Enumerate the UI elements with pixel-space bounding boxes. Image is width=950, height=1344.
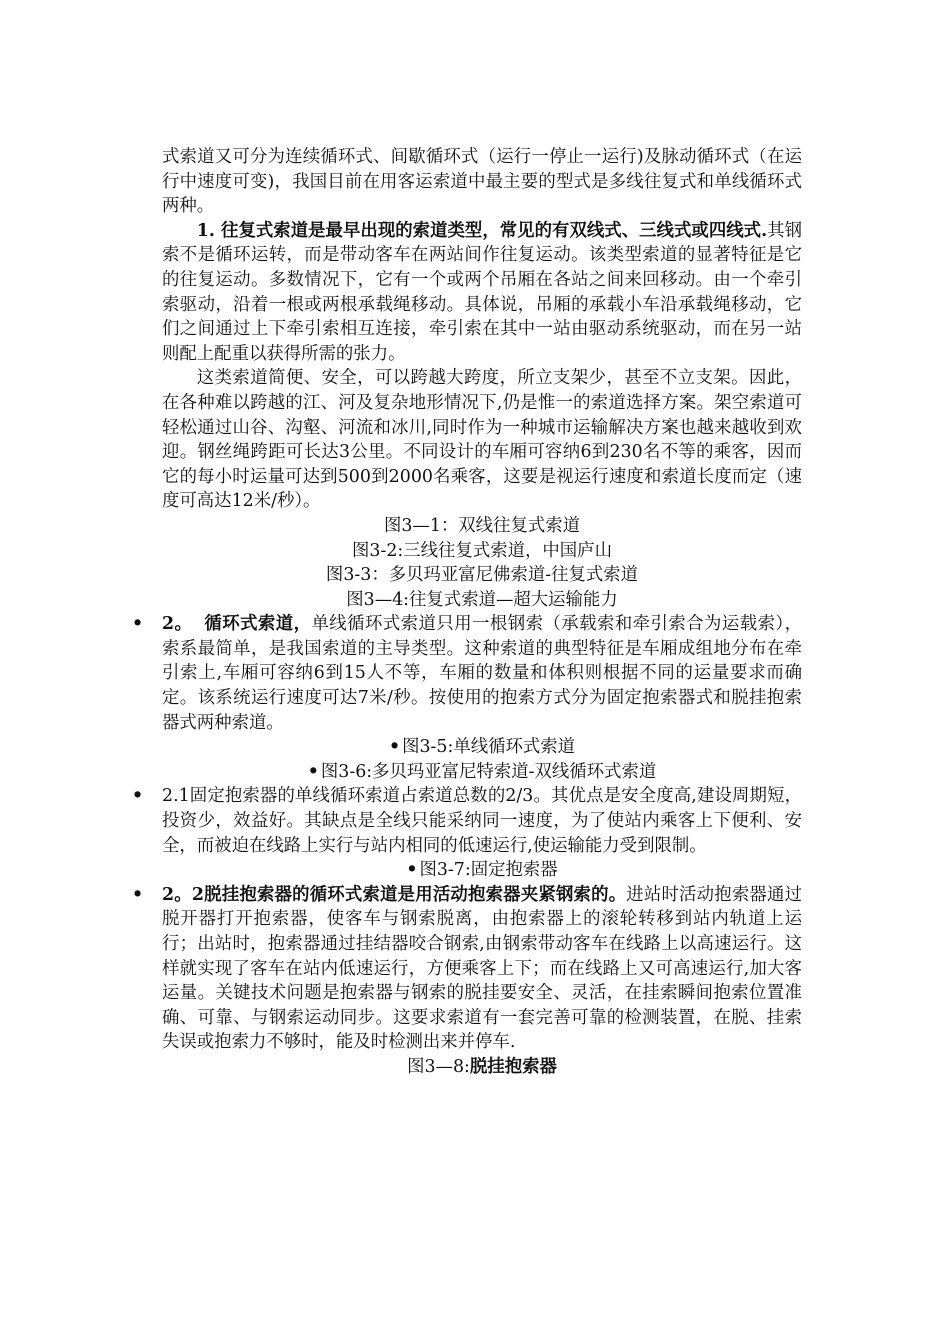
figure-caption-3-3: 图3-3：多贝玛亚富尼佛索道-往复式索道 [325, 565, 639, 586]
section-2-body: 单线循环式索道只用一根钢索（承载索和牵引索合为运载索），索系最简单，是我国索道的主导类型。这种索道的典型特征是车厢成组地分布在牵引索上,车厢可容纳6到15人不等，车厢的数量和体积则根据不同的运量要求而确定。该系统运行速度可达7米/秒。按使用的抱索方式分为固定抱索器式和脱挂抱索器式两种索道。 [162, 614, 802, 733]
section-1-paragraph [162, 219, 802, 367]
bullet-marker: • [307, 761, 319, 782]
section-2-1-text: 2.1固定抱索器的单线循环索道占索道总数的2/3。其优点是安全度高,建设周期短，投资少，效益好。其缺点是全线只能采纳同一速度，为了使站内乘客上下便利、安全，而被迫在线路上实行与站内相同的低速运行,使运输能力受到限制。 [162, 786, 802, 856]
section-2-2-paragraph [132, 883, 802, 1055]
figure-caption-3-1: 图3—1：双线往复式索道 [383, 515, 581, 536]
figure-caption-3-5: 图3-5:单线循环式索道 [402, 737, 576, 758]
section-2-paragraph [132, 612, 802, 735]
section-2-heading: 循环式索道， [204, 614, 312, 635]
figure-caption-3-7-row [162, 858, 802, 883]
document-body [132, 145, 802, 1080]
bullet-marker: • [132, 614, 144, 635]
figure-caption-3-2: 图3-2:三线往复式索道，中国庐山 [352, 540, 612, 561]
section-1-paragraph-2: 这类索道简便、安全，可以跨越大跨度，所立支架少，甚至不立支架。因此，在各种难以跨越的江、河及复杂地形情况下,仍是惟一的索道选择方案。架空索道可轻松通过山谷、沟壑、河流和冰川,同时作为一种城市运输解决方案也越来越收到欢迎。钢丝绳跨距可长达3公里。不同设计的车厢可容纳6到230名不等的乘客，因而它的每小时运量可达到500到2000名乘客，这要是视运行速度和索道长度而定（速度可高达12米/秒）。 [162, 368, 802, 512]
figure-caption-3-8-row [162, 1055, 802, 1080]
section-1-heading: 1. 往复式索道是最早出现的索道类型，常见的有双线式、三线式或四线式. [196, 220, 768, 241]
section-2-2-body: 进站时活动抱索器通过脱开器打开抱索器，使客车与钢索脱离，由抱索器上的滚轮转移到站内轨道上运行；出站时，抱索器通过挂结器咬合钢索,由钢索带动客车在线路上以高速运行。这样就实现了客车在站内低速运行，方便乘客上下；而在线路上又可高速运行,加大客运量。关键技术问题是抱索器与钢索的脱挂要安全、灵活，在挂索瞬间抱索位置准确、可靠、与钢索运动同步。这要求索道有一套完善可靠的检测装置，在脱、挂索失误或抱索力不够时，能及时检测出来并停车. [162, 884, 802, 1053]
figure-caption-3-6: 图3-6:多贝玛亚富尼特索道-双线循环式索道 [320, 761, 657, 782]
figure-caption-3-8-prefix: 图3—8: [407, 1056, 470, 1077]
bullet-marker: • [388, 737, 401, 758]
figure-caption-3-7: 图3-7:固定抱索器 [419, 860, 558, 881]
figure-caption-3-8-title: 脱挂抱索器 [469, 1056, 557, 1077]
figure-caption-3-6-row [162, 760, 802, 785]
section-1-body: 其钢索不是循环运转，而是带动客车在两站间作往复运动。该类型索道的显著特征是它的往复运动。多数情况下，它有一个或两个吊厢在各站之间来回移动。由一个牵引索驱动，沿着一根或两根承载绳移动。具体说，吊厢的承载小车沿承载绳移动，它们之间通过上下牵引索相互连接，牵引索在其中一站由驱动系统驱动，而在另一站则配上配重以获得所需的张力。 [162, 220, 802, 364]
figure-caption-3-5-row [162, 735, 802, 760]
bullet-marker: • [132, 786, 144, 807]
section-2-2-heading: 2。2脱挂抱索器的循环式索道是用活动抱索器夹紧钢索的。 [162, 884, 627, 905]
bullet-marker: • [132, 884, 144, 905]
figure-caption-3-4: 图3—4:往复式索道—超大运输能力 [346, 589, 618, 610]
section-2-1-paragraph [132, 784, 802, 858]
bullet-marker: • [406, 860, 418, 881]
section-2-number: 2。 [162, 614, 193, 635]
intro-paragraph: 式索道又可分为连续循环式、间歇循环式（运行一停止一运行)及脉动循环式（在运行中速度可变)，我国目前在用客运索道中最主要的型式是多线往复式和单线循环式两种。 [162, 147, 802, 217]
